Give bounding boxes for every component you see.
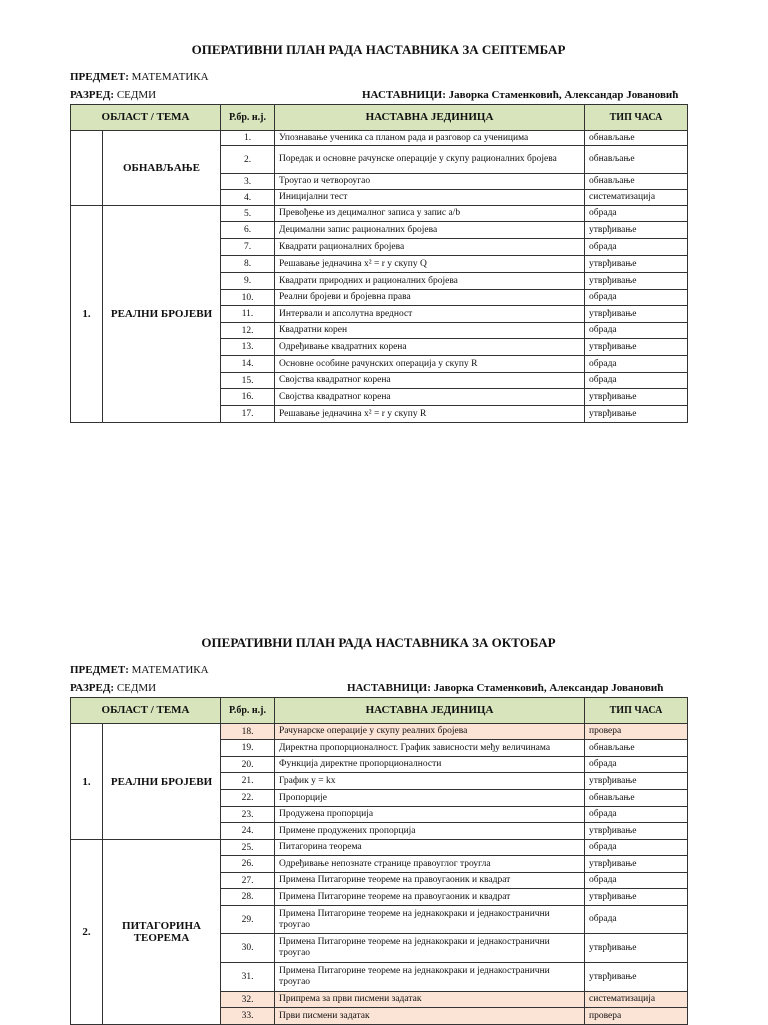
grade-label: РАЗРЕД: [70,682,115,694]
unit-number: 4. [221,190,275,206]
teachers [362,86,678,104]
unit-title: Примена Питагорине теореме на једнакокраки и једнакостранични троугао [275,906,585,934]
unit-title: Директна пропорционалност. График зависности међу величинама [275,740,585,757]
unit-number: 5. [221,206,275,222]
unit-title: Пропорције [275,790,585,807]
lesson-type: обнављање [585,131,688,146]
plan-table [70,697,688,1025]
lesson-type: обрада [585,323,688,339]
lesson-type: обрада [585,840,688,856]
unit-title: Упознавање ученика са планом рада и разговор са ученицима [275,131,585,146]
area-number: 1. [71,724,103,840]
unit-number: 12. [221,323,275,339]
unit-title: Први писмени задатак [275,1008,585,1025]
unit-title: Примена Питагорине теореме на једнакокраки и једнакостранични троугао [275,963,585,992]
unit-number: 30. [221,934,275,963]
unit-number: 18. [221,724,275,740]
teachers-label: НАСТАВНИЦИ: [347,682,431,694]
unit-number: 19. [221,740,275,757]
subject-line [70,661,687,679]
unit-number: 29. [221,906,275,934]
lesson-type: утврђивање [585,856,688,873]
lesson-type: утврђивање [585,389,688,406]
lesson-type: обрада [585,356,688,373]
unit-title: Иницијални тест [275,190,585,206]
lesson-type: обнављање [585,146,688,174]
unit-number: 10. [221,290,275,306]
table-row [71,206,688,222]
unit-title: Примена Питагорине теореме на једнакокраки и једнакостранични троугао [275,934,585,963]
unit-title: Квадратни корен [275,323,585,339]
lesson-type: утврђивање [585,306,688,323]
unit-number: 22. [221,790,275,807]
header-number: Р.бр. н.ј. [221,105,275,131]
unit-number: 31. [221,963,275,992]
teachers-label: НАСТАВНИЦИ: [362,89,446,101]
unit-title: Рачунарске операције у скупу реалних бројева [275,724,585,740]
subject-line [70,68,687,86]
lesson-type: утврђивање [585,823,688,840]
lesson-type: утврђивање [585,773,688,790]
unit-title: Продужена пропорција [275,807,585,823]
unit-title: Квадрати природних и рационалних бројева [275,273,585,290]
subject-value: МАТЕМАТИКА [128,71,209,83]
area-number: 2. [71,840,103,1025]
header-unit: НАСТАВНА ЈЕДИНИЦА [275,105,585,131]
unit-number: 24. [221,823,275,840]
unit-title: Питагорина теорема [275,840,585,856]
teachers [347,679,663,697]
unit-number: 21. [221,773,275,790]
area-number [71,131,103,206]
lesson-type: утврђивање [585,339,688,356]
unit-title: Интервали и апсолутна вредност [275,306,585,323]
lesson-type: утврђивање [585,934,688,963]
unit-number: 17. [221,406,275,423]
unit-number: 27. [221,873,275,889]
unit-title: Реални бројеви и бројевна права [275,290,585,306]
header-area: ОБЛАСТ / ТЕМА [71,105,221,131]
unit-title: Решавање једначина x² = r у скупу R [275,406,585,423]
lesson-type: обрада [585,807,688,823]
grade-line [70,86,687,104]
unit-title: Функција директне пропорционалности [275,757,585,773]
lesson-type: систематизација [585,992,688,1008]
unit-title: Примена Питагорине теореме на правоугаоник и квадрат [275,873,585,889]
unit-title: Троугао и четвороугао [275,174,585,190]
lesson-type: систематизација [585,190,688,206]
unit-title: Превођење из децималног записа у запис a/b [275,206,585,222]
unit-title: Припрема за први писмени задатак [275,992,585,1008]
header-number: Р.бр. н.ј. [221,698,275,724]
lesson-type: утврђивање [585,273,688,290]
unit-number: 28. [221,889,275,906]
area-name: ОБНАВЉАЊЕ [103,131,221,206]
page-title: ОПЕРАТИВНИ ПЛАН РАДА НАСТАВНИКА ЗА СЕПТЕМБАР [191,42,566,57]
unit-title: График y = kx [275,773,585,790]
unit-number: 32. [221,992,275,1008]
unit-number: 11. [221,306,275,323]
lesson-type: обрада [585,290,688,306]
lesson-type: обрада [585,757,688,773]
unit-number: 33. [221,1008,275,1025]
grade-line [70,679,687,697]
grade-label: РАЗРЕД: [70,89,115,101]
unit-title: Децимални запис рационалних бројева [275,222,585,239]
unit-number: 26. [221,856,275,873]
lesson-type: утврђивање [585,222,688,239]
lesson-type: обрада [585,873,688,889]
unit-number: 2. [221,146,275,174]
unit-number: 8. [221,256,275,273]
lesson-type: обрада [585,373,688,389]
lesson-type: обрада [585,906,688,934]
september-plan [70,41,687,423]
unit-number: 7. [221,239,275,256]
teachers-value: Јаворка Стаменковић, Александар Јовановић [445,89,679,101]
unit-number: 15. [221,373,275,389]
subject-value: МАТЕМАТИКА [128,664,209,676]
plan-table [70,104,688,423]
unit-title: Квадрати рационалних бројева [275,239,585,256]
grade-value: СЕДМИ [114,682,157,694]
subject-label: ПРЕДМЕТ: [70,664,129,676]
unit-number: 6. [221,222,275,239]
unit-title: Својства квадратног корена [275,389,585,406]
unit-title: Основне особине рачунских операција у скупу R [275,356,585,373]
area-name: ПИТАГОРИНА ТЕОРЕМА [103,840,221,1025]
lesson-type: утврђивање [585,406,688,423]
lesson-type: обнављање [585,740,688,757]
unit-number: 25. [221,840,275,856]
lesson-type: обнављање [585,790,688,807]
unit-title: Одређивање квадратних корена [275,339,585,356]
unit-number: 16. [221,389,275,406]
unit-number: 20. [221,757,275,773]
unit-title: Својства квадратног корена [275,373,585,389]
header-type: ТИП ЧАСА [585,105,688,131]
unit-number: 9. [221,273,275,290]
unit-number: 14. [221,356,275,373]
lesson-type: обрада [585,239,688,256]
lesson-type: провера [585,1008,688,1025]
header-area: ОБЛАСТ / ТЕМА [71,698,221,724]
header-type: ТИП ЧАСА [585,698,688,724]
unit-title: Поредак и основне рачунске операције у скупу рационалних бројева [275,146,585,174]
unit-number: 23. [221,807,275,823]
area-number: 1. [71,206,103,423]
unit-number: 1. [221,131,275,146]
unit-title: Примене продужених пропорција [275,823,585,840]
header-unit: НАСТАВНА ЈЕДИНИЦА [275,698,585,724]
unit-title: Одређивање непознате странице правоуглог троугла [275,856,585,873]
lesson-type: провера [585,724,688,740]
table-row [71,131,688,146]
unit-title: Примена Питагорине теореме на правоугаоник и квадрат [275,889,585,906]
lesson-type: утврђивање [585,889,688,906]
unit-number: 3. [221,174,275,190]
area-name: РЕАЛНИ БРОЈЕВИ [103,206,221,423]
unit-title: Решавање једначина x² = r у скупу Q [275,256,585,273]
lesson-type: утврђивање [585,256,688,273]
teachers-value: Јаворка Стаменковић, Александар Јовановић [430,682,664,694]
lesson-type: обрада [585,206,688,222]
table-row [71,840,688,856]
lesson-type: обнављање [585,174,688,190]
grade-value: СЕДМИ [114,89,157,101]
october-plan [70,634,687,1025]
table-row [71,724,688,740]
lesson-type: утврђивање [585,963,688,992]
page-title: ОПЕРАТИВНИ ПЛАН РАДА НАСТАВНИКА ЗА ОКТОБАР [201,635,556,650]
unit-number: 13. [221,339,275,356]
subject-label: ПРЕДМЕТ: [70,71,129,83]
area-name: РЕАЛНИ БРОЈЕВИ [103,724,221,840]
